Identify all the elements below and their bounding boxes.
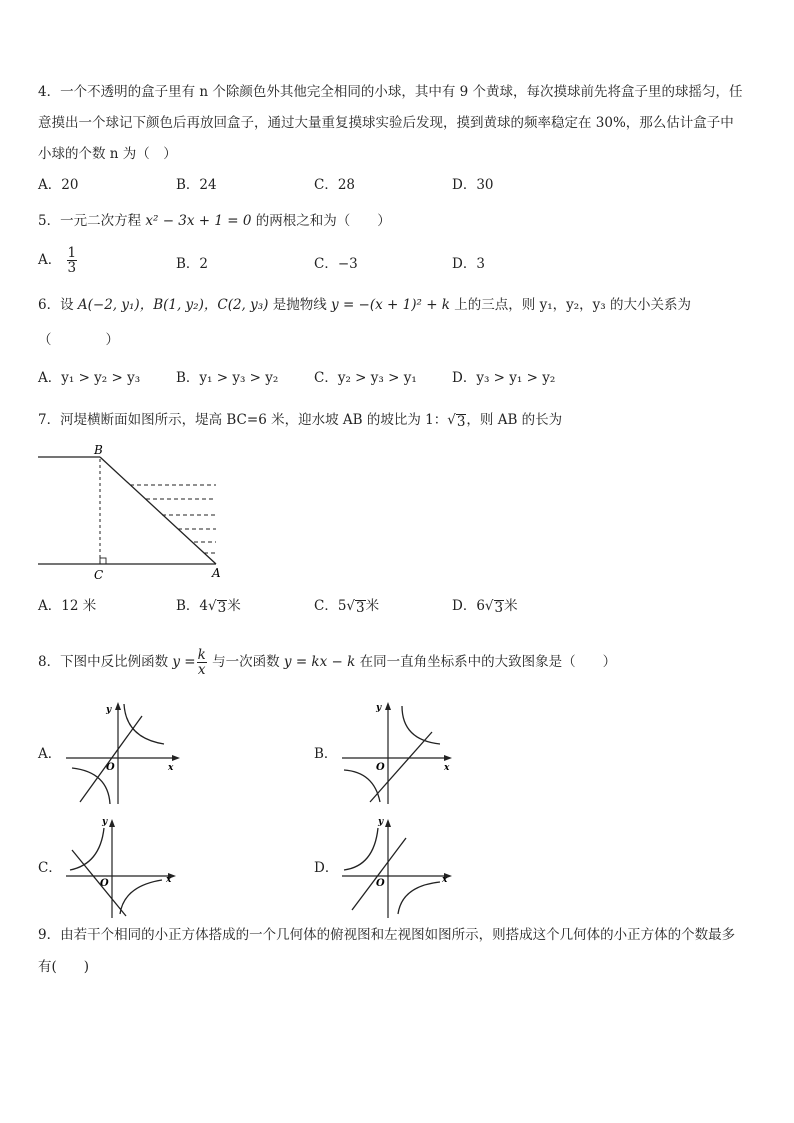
q8-suffix: 在同一直角坐标系中的大致图象是（ ） (359, 654, 617, 670)
q6-option-b: B．y₁ > y₃ > y₂ (176, 370, 279, 386)
q7-stem (38, 410, 562, 430)
q5-prefix: 5．一元二次方程 (38, 213, 142, 229)
q5-option-c: C．−3 (314, 256, 358, 272)
q8-graph-d (340, 814, 460, 920)
q5-option-a (38, 246, 78, 275)
q8-stem: 8．下图中反比例函数 y = $\frac{k}{x}$ 与一次函数 y = kx − k 在同一直角坐标系中的大致图象是（ ） (38, 647, 617, 678)
q7-label-a: A (212, 566, 221, 580)
q4-option-a: A．20 (38, 177, 79, 193)
q5-option-a-label: A． (38, 252, 62, 268)
svg-text:O: O (100, 878, 109, 889)
q8-graph-b (340, 698, 460, 808)
q5-equation: x² − 3x + 1 = 0 (145, 213, 252, 229)
q5-fraction-numerator: 1 (67, 245, 77, 261)
q6-line2: （ ） (38, 332, 119, 348)
q4-text-line3: 小球的个数 n 为（ ） (38, 146, 177, 162)
svg-text:x: x (444, 763, 450, 773)
q8-option-c-label: C． (38, 860, 62, 876)
q8-graph-c (64, 814, 184, 920)
q6-points: A(−2, y₁)，B(1, y₂)，C(2, y₃) (77, 297, 269, 313)
q8-middle: 与一次函数 (212, 654, 280, 670)
svg-text:y: y (376, 703, 382, 713)
q4-text-line1: 4．一个不透明的盒子里有 n 个除颜色外其他完全相同的小球，其中有 9 个黄球，每次摸球前先将盒子里的球摇匀，任 (38, 84, 743, 100)
q8-prefix: 8．下图中反比例函数 (38, 654, 169, 670)
q7-label-b: B (94, 443, 103, 457)
q7-option-a: A．12 米 (38, 598, 97, 614)
q8-option-a-label: A． (38, 746, 62, 762)
q4-option-c: C．28 (314, 177, 356, 193)
svg-text:O: O (106, 762, 115, 773)
q6-option-c: C．y₂ > y₃ > y₁ (314, 370, 417, 386)
q5-option-b: B．2 (176, 256, 209, 272)
q5-option-d: D．3 (452, 256, 485, 272)
q6-option-a: A．y₁ > y₂ > y₃ (38, 370, 141, 386)
q4-option-d: D．30 (452, 177, 494, 193)
q5-stem (38, 211, 391, 231)
svg-text:O: O (376, 762, 385, 773)
q6-parabola: y = −(x + 1)² + k (331, 297, 450, 313)
q8-linear: y = kx − k (283, 654, 356, 670)
q8-option-d-label: D． (314, 860, 339, 876)
q4-text-line2: 意摸出一个球记下颜色后再放回盒子，通过大量重复摸球实验后发现，摸到黄球的频率稳定在 30%，那么估计盒子中 (38, 115, 734, 131)
q7-embankment-figure (36, 440, 226, 582)
q6-stem (38, 295, 691, 315)
q7-prefix: 7．河堤横断面如图所示，堤高 BC=6 米，迎水坡 AB 的坡比为 1： (38, 412, 448, 428)
svg-text:O: O (376, 878, 385, 889)
q7-option-d: D．6√ 3 米 (452, 598, 518, 616)
svg-text:x: x (442, 875, 448, 885)
q6-suffix: 上的三点，则 y₁，y₂，y₃ 的大小关系为 (454, 297, 691, 313)
svg-text:x: x (168, 763, 174, 773)
q8-graph-a (64, 698, 184, 808)
q7-suffix: ，则 AB 的长为 (466, 412, 563, 428)
q6-prefix: 6．设 (38, 297, 74, 313)
q5-suffix: 的两根之和为（ ） (255, 213, 391, 229)
q9-text-line1: 9．由若干个相同的小正方体搭成的一个几何体的俯视图和左视图如图所示，则搭成这个几何体的小正方体的个数最多 (38, 927, 736, 943)
q7-label-c: C (94, 568, 104, 582)
svg-text:y: y (106, 705, 112, 715)
q5-option-a-fraction (67, 246, 78, 275)
q9-text-line2: 有( ) (38, 959, 90, 975)
q5-fraction-denominator: 3 (67, 260, 77, 276)
q6-option-d: D．y₃ > y₁ > y₂ (452, 370, 556, 386)
q7-option-b: B．4√ 3 米 (176, 598, 241, 616)
q7-sqrt: √ 3 (447, 412, 466, 430)
q8-option-b-label: B． (314, 746, 338, 762)
q7-option-c: C．5√ 3 米 (314, 598, 380, 616)
q6-middle: 是抛物线 (272, 297, 327, 313)
q8-k-over-x: $\frac{k}{x}$ (197, 647, 206, 678)
svg-text:y: y (378, 817, 384, 827)
svg-text:x: x (166, 875, 172, 885)
q4-option-b: B．24 (176, 177, 217, 193)
svg-text:y: y (102, 817, 108, 827)
